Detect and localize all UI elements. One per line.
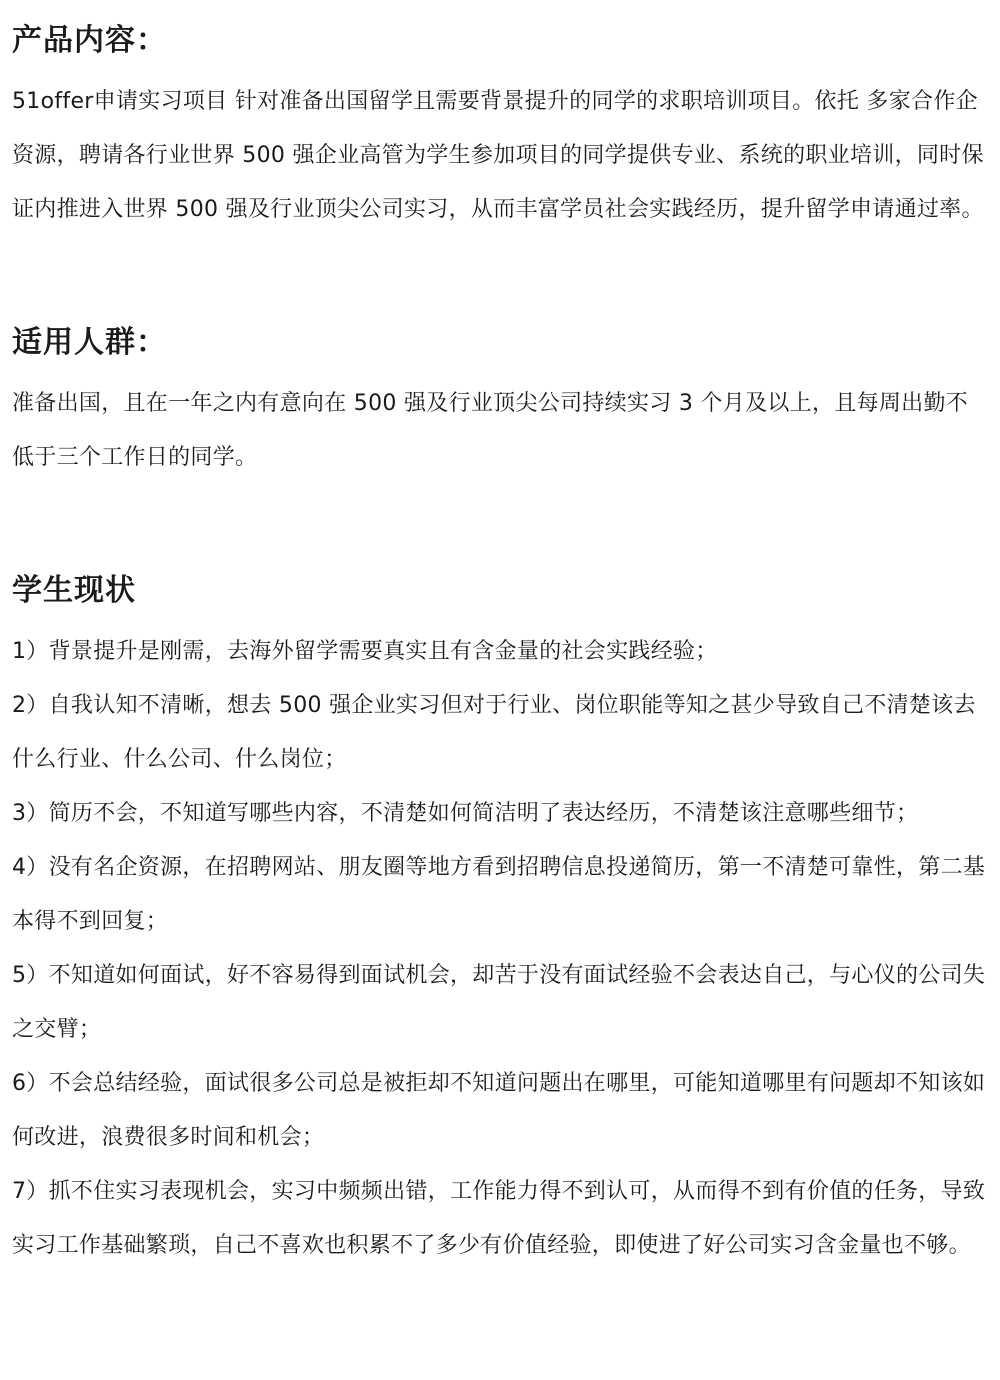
product-content-paragraph: 51offer申请实习项目 针对准备出国留学且需要背景提升的同学的求职培训项目。依托 多家合作企资源，聘请各行业世界 500 强企业高管为学生参加项目的同学提供专业、系统的职业培训，同时保证内推进入世界 500 强及行业顶尖公司实习，从而丰富学员社会实践经历，提升留学申请通过率。	[12, 89, 984, 222]
section-heading-product-content: 产品内容：	[12, 23, 167, 58]
section-heading-student-status: 学生现状	[12, 573, 136, 608]
list-item: 5）不知道如何面试，好不容易得到面试机会，却苦于没有面试经验不会表达自己，与心仪的公司失之交臂；	[12, 963, 986, 1042]
student-status-list	[12, 625, 988, 1273]
list-item: 6）不会总结经验，面试很多公司总是被拒却不知道问题出在哪里，可能知道哪里有问题却不知该如何改进，浪费很多时间和机会；	[12, 1071, 986, 1150]
list-item: 7）抓不住实习表现机会，实习中频频出错，工作能力得不到认可，从而得不到有价值的任务，导致实习工作基础繁琐，自己不喜欢也积累不了多少有价值经验，即使进了好公司实习含金量也不够。	[12, 1179, 986, 1258]
target-audience-paragraph: 准备出国，且在一年之内有意向在 500 强及行业顶尖公司持续实习 3 个月及以上，且每周出勤不低于三个工作日的同学。	[12, 391, 969, 470]
list-item: 4）没有名企资源，在招聘网站、朋友圈等地方看到招聘信息投递简历，第一不清楚可靠性，第二基本得不到回复；	[12, 855, 986, 934]
section-heading-target-audience: 适用人群：	[12, 325, 167, 360]
list-item: 1）背景提升是刚需，去海外留学需要真实且有含金量的社会实践经验；	[12, 639, 718, 664]
list-item: 3）简历不会，不知道写哪些内容，不清楚如何简洁明了表达经历，不清楚该注意哪些细节；	[12, 801, 919, 826]
list-item: 2）自我认知不清晰，想去 500 强企业实习但对于行业、岗位职能等知之甚少导致自己不清楚该去什么行业、什么公司、什么岗位；	[12, 693, 976, 772]
